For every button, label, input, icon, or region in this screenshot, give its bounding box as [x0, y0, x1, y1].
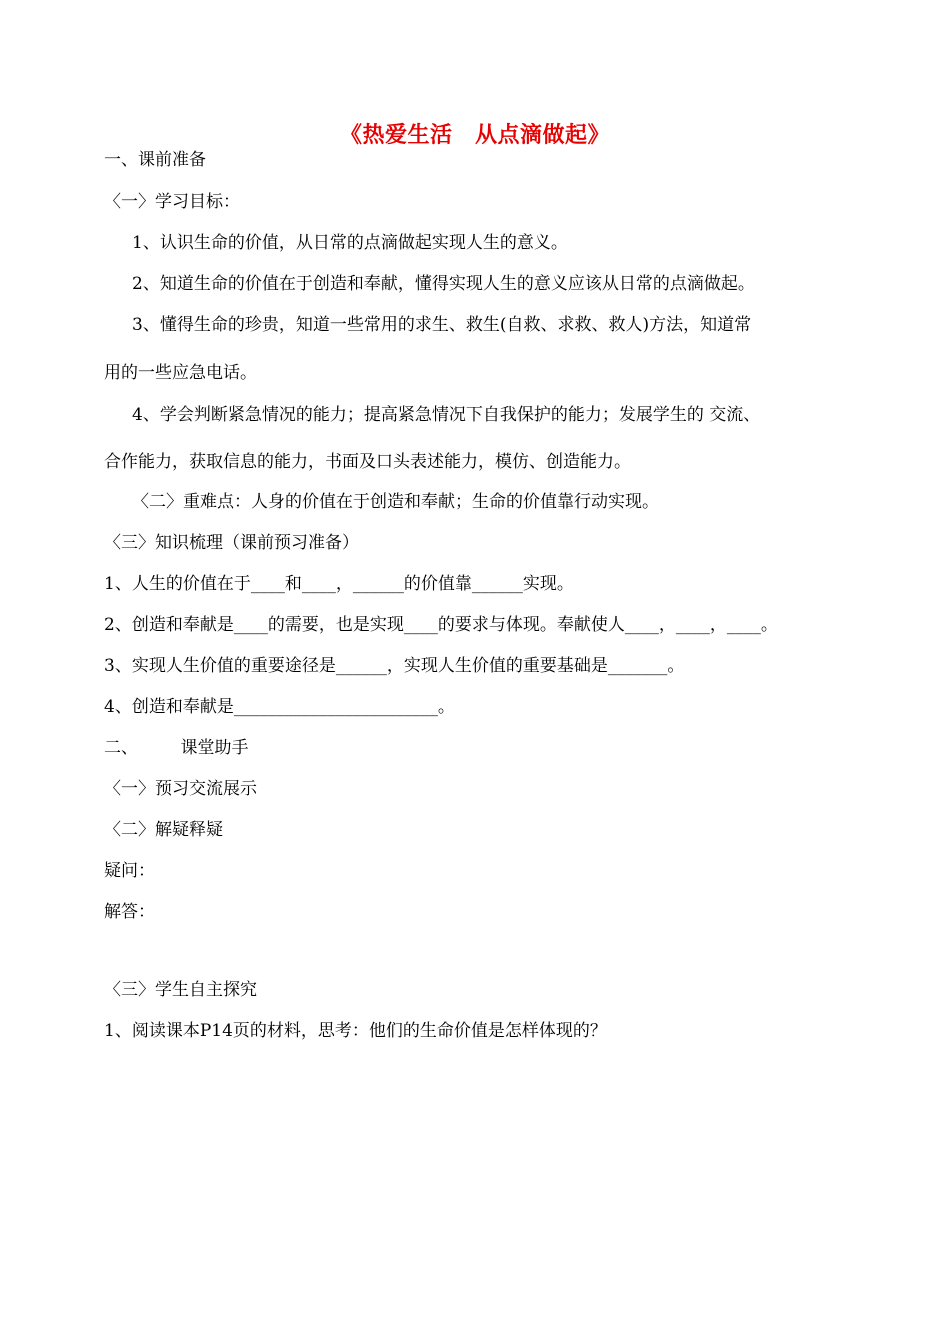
goal-item-3-cont: 用的一些应急电话。 [104, 363, 257, 383]
question-label: 疑问： [104, 861, 155, 881]
goal-item-1: 1、认识生命的价值，从日常的点滴做起实现人生的意义。 [132, 233, 568, 253]
fill-blank-3: 3、实现人生价值的重要途径是______，实现人生价值的重要基础是_______。 [104, 656, 685, 676]
subsection-preview-exchange: 〈一〉预习交流展示 [104, 779, 257, 799]
goal-item-4-cont: 合作能力，获取信息的能力，书面及口头表述能力，模仿、创造能力。 [104, 452, 631, 472]
goal-item-2: 2、知道生命的价值在于创造和奉献，懂得实现人生的意义应该从日常的点滴做起。 [132, 274, 755, 294]
document-title: 《热爱生活 从点滴做起》 [339, 122, 610, 148]
subsection-knowledge: 〈三〉知识梳理（课前预习准备） [104, 533, 359, 553]
fill-blank-2: 2、创造和奉献是____的需要，也是实现____的要求与体现。奉献使人____，____，____。 [104, 615, 778, 635]
answer-label: 解答： [104, 902, 155, 922]
subsection-qa: 〈二〉解疑释疑 [104, 820, 223, 840]
section-heading-2: 二、 课堂助手 [104, 738, 249, 758]
subsection-self-inquiry: 〈三〉学生自主探究 [104, 980, 257, 1000]
key-points: 〈二〉重难点：人身的价值在于创造和奉献；生命的价值靠行动实现。 [132, 492, 659, 512]
goal-item-4: 4、学会判断紧急情况的能力；提高紧急情况下自我保护的能力；发展学生的 交流、 [132, 405, 761, 425]
subsection-learning-goals: 〈一〉学习目标： [104, 192, 240, 212]
inquiry-item-1: 1、阅读课本P14页的材料，思考：他们的生命价值是怎样体现的？ [104, 1021, 607, 1041]
fill-blank-1: 1、人生的价值在于____和____，______的价值靠______实现。 [104, 574, 574, 594]
fill-blank-4: 4、创造和奉献是________________________。 [104, 697, 455, 717]
section-heading-1: 一、课前准备 [104, 150, 206, 170]
goal-item-3: 3、懂得生命的珍贵，知道一些常用的求生、救生(自救、求救、救人)方法，知道常 [132, 315, 752, 335]
